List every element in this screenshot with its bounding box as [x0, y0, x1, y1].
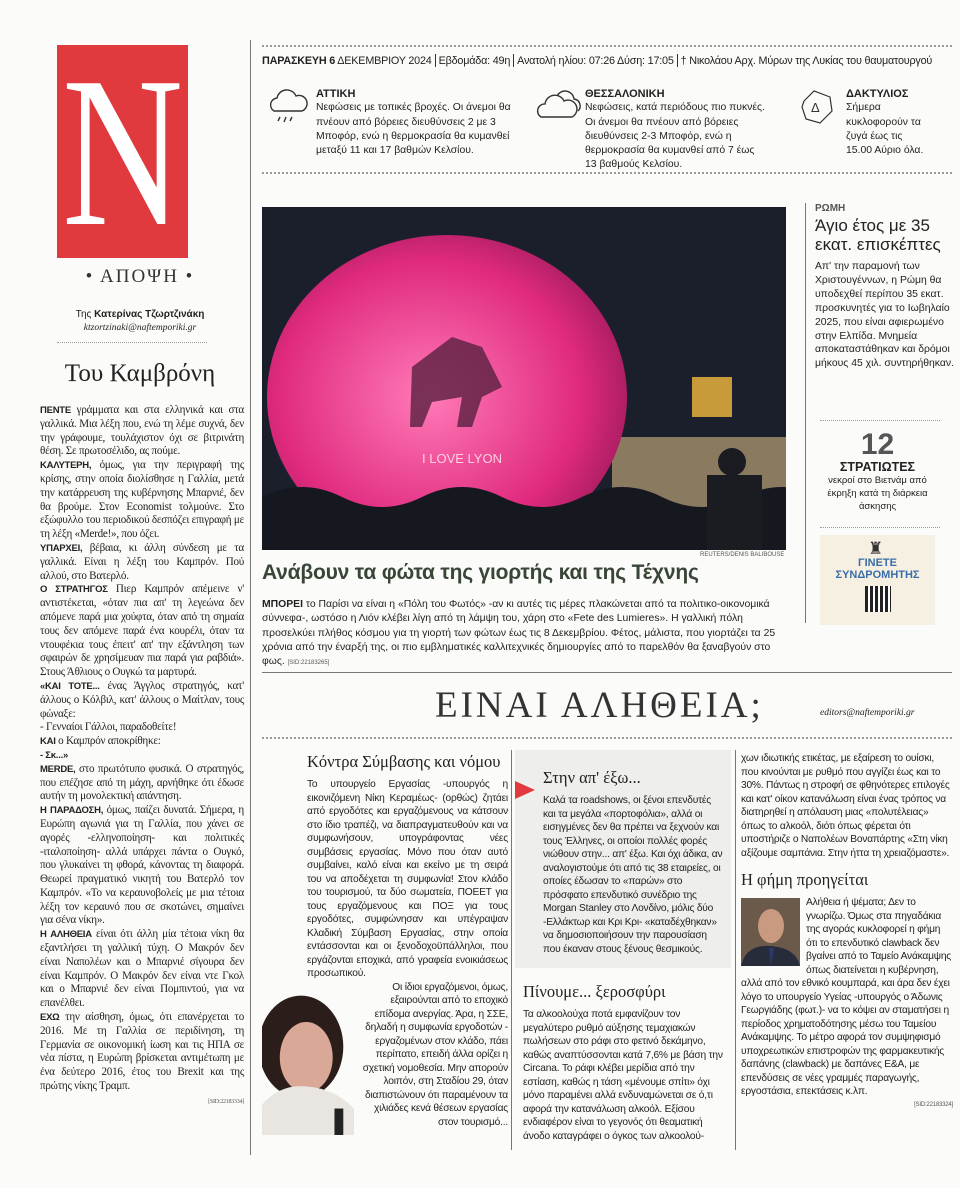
editors-email[interactable]: editors@naftemporiki.gr — [820, 708, 915, 718]
minister-photo — [262, 985, 354, 1135]
item-fimi-body — [741, 896, 953, 1099]
item-exo: Στην απ' έξω... Καλά τα roadshows, οι ξένοι επενδυτές και τα μεγάλα «πορτοφόλια», αλλά οι εισηγμένες δεν θα πρέπει να ξεχνούν και τους Έλληνες, οι οποίοι πολλές φορές νιώθουν στην... απ' έξω. Και όχι άδικα, αν αναλογιστούμε ότι από τις 38 εταιρείες, οι οποίες έδωσαν το «παρών» στο πρόσφατο επενδυτικό συνέδριο της Morgan Stanley στο Λονδίνο, μόλις δύο -Ελλάκτωρ και Κρι Κρι- «καταδέχθηκαν» να δημοσιοποιήσουν την παρουσίαση που έκαναν στους ξένους θεσμικούς. — [515, 750, 731, 968]
newspaper-logo: N — [57, 45, 188, 258]
photo-sign-text: I LOVE LYON — [422, 451, 502, 466]
arrow-marker-icon — [515, 781, 535, 799]
main-story-text: ΜΠΟΡΕΙ το Παρίσι να είναι η «Πόλη του Φωτός» -αν κι αυτές τις μέρες πλακώνεται από τα πολιτικο-οικονομικά σύννεφα-, ωστόσο η Λιόν κλέβει λίγη από τη λάμψη του, χάρη στο «Fete des Lumieres». Η γαλλική πόλη προσελκύει πλήθος κόσμου για τη γιορτή των φώτων έως τις 8 Δεκεμβρίου. Φέτος, μάλιστα, που γιορτάζει τα 25 χρόνια από την έναρξή της, οι πιο εμβληματικές καλλιτεχνικές δημιουργίες από το παρελθόν θα ξαναβγούν στο φως. [SID:22183265] — [262, 599, 776, 668]
right-column — [741, 752, 953, 1112]
story-id: [SID:22183324] — [914, 1101, 953, 1108]
weather-attica: ΑΤΤΙΚΗ Νεφώσεις με τοπικές βροχές. Οι άνεμοι θα πνέουν από βόρειες διευθύνσεις 2 με 3 Μποφόρ, ενώ η θερμοκρασία θα κυμανθεί μεταξύ 11 και 17 βαθμών Κελσίου. — [316, 87, 511, 158]
section-label: • ΑΠΟΨΗ • — [85, 266, 195, 287]
opinion-title: Του Καμβρόνη — [64, 360, 216, 387]
main-headline: Ανάβουν τα φώτα της γιορτής και της Τέχνης — [262, 561, 699, 584]
item-kontra-cont: Οι ίδιοι εργαζόμενοι, όμως, εξαιρούνται από το εποχικό επίδομα ανεργίας. Άρα, η ΣΣΕ, δηλαδή η συμφωνία εργοδοτών - εργαζομένων στον κλάδο, πάει περίπατο, επειδή άλλα ορίζει η σχετική νομοθεσία. Μην απορούν λοιπόν, στη Σταδίου 29, όταν διαπιστώνουν ότι παραμένουν τα χιλιάδες κενά θέσεων εργασίας στον τουρισμό... — [362, 981, 508, 1128]
section-title: ΕΙΝΑΙ ΑΛΗΘΕΙΑ; — [435, 685, 764, 726]
item-fimi-text: Αλήθεια ή ψέματα; Δεν το γνωρίζω. Όμως στα πηγαδάκια της αγοράς κυκλοφορεί η φήμη ότι το επενδυτικό clawback δεν βγαίνει από το Ταμείο Ανάκαμψης όπως διατείνεται η κυβέρνηση, — [806, 897, 952, 976]
opinion-paragraph: Ο ΣΤΡΑΤΗΓΟΣ Πιερ Καμπρόν απέμεινε ν' αντιστέκεται, «όταν πια απ' τη λεγεώνα δεν απόμενε παρά μια χούφτα, όταν από τη σημαία τους δεν απόμενε παρά ένα κουρέλι, όταν τα ντουφέκια τους έπειτ' απ' την εξάντληση των σφαιρών δε χρησίμευαν πια παρά για ραβδιά». Στους Άθλιους ο Ουγκώ τα μαρτυρά. — [40, 583, 244, 679]
minister-georgiadis-photo — [741, 898, 800, 966]
item-fimi-cont: αλλά από τον εθνικό κουμπαρά, και άρα δεν έχει λόγο το υπουργείο Υγείας -υπουργός ο Άδωνις Γεωργιάδης (φωτ.)- να το κόψει αν σταματήσει η περίοδος χρηματοδότησης μέσω του Ταμείου Ανάκαμψης. Το μέτρο αφορά τον συμψηφισμό υποχρεωτικών επιστροφών της φαρμακευτικής δαπάνης (clawback) με δαπάνες Ε&Α, με επενδύσεις σε νέες γραμμές παραγωγής, εργοστάσια, επεκτάσεις κ.λπ. — [741, 978, 950, 1097]
middle-column — [515, 750, 731, 1143]
column-rule — [805, 203, 806, 623]
divider — [262, 737, 952, 739]
ring-road-icon — [796, 87, 836, 127]
opinion-paragraph: Η ΑΛΗΘΕΙΑ είναι ότι άλλη μία τέτοια νίκη θα εξαντλήσει τη γαλλική τύχη. Ο Μακρόν δεν είναι Ναπολέων και ο Μπαρνιέ σίγουρα δεν είναι Καμπρόν. Ο Μακρόν δεν είναι ντε Γκολ και ο Μπαρνιέ δεν είναι Πομπιντού, για να επανέλθει. — [40, 928, 244, 1010]
divider — [820, 527, 940, 528]
story-id: [SID:22183334] — [208, 1098, 244, 1105]
svg-text:Δ: Δ — [811, 100, 820, 115]
weather-ring-road: Δ ΔΑΚΤΥΛΙΟΣ Σήμερα κυκλοφορούν τα ζυγά έως τις 15.00 Αύριο όλα. — [846, 87, 931, 158]
rome-brief: ΡΩΜΗ Άγιο έτος με 35 εκατ. επισκέπτες Απ' την παραμονή των Χριστουγέννων, η Ρώμη θα υποδεχθεί περίπου 35 εκατ. προσκυνητές για το Ιωβηλαίο 2025, που είναι αφιερωμένο στην Ελπίδα. Μνημεία αποκαταστάθηκαν και δρόμοι μήκους 45 χιλ. συντηρήθηκαν. — [815, 203, 954, 370]
figure-icon: ♜ — [868, 539, 884, 558]
section-rule — [262, 672, 952, 673]
item-xerosfiri-cont: χων ιδιωτικής ετικέτας, με εξαίρεση το ουίσκι, που κινούνται με ρυθμό που αγγίζει έως και το 30%. Πάντως η στροφή σε φθηνότερες επιλογές και κατ' οίκον κατανάλωση είναι ένας τρόπος να διατηρηθεί η απόλαυση μιας «πολυτέλειας» όπως το αλκοόλ, διότι όπως φέρεται ότι υποστήριζε ο Ναπολέων Βοναπάρτης «Στη νίκη αξίζουμε σαμπάνια. Στην ήττα τη χρειαζόμαστε». — [741, 753, 950, 859]
opinion-paragraph: ΠΕΝΤΕ γράμματα και στα ελληνικά και στα γαλλικά. Μια λέξη που, ενώ τη λέμε συχνά, δεν την γράφουμε, τουλάχιστον όχι σε βιτρινάτη θέση. Σε πρωτοσέλιδο, ας πούμε. — [40, 404, 244, 458]
author-email[interactable]: ktzortzinaki@naftemporiki.gr — [83, 323, 197, 333]
author-name: Κατερίνας Τζωρτζινάκη — [94, 309, 205, 320]
qr-code-icon[interactable] — [865, 586, 891, 612]
opinion-paragraph: - Σκ...» — [40, 749, 69, 761]
opinion-paragraph: ΕΧΩ την αίσθηση, όμως, ότι επανέρχεται το 2016. Με τη Γαλλία σε περιδίνηση, τη Γερμανία σε οικονομική ίωση και τις ΗΠΑ σε νέα πίστα, η Ευρώπη βρίσκεται αντιμέτωπη με ένα δεύτερο 2016, έτος του Brexit και της πρώτης νίκης Τραμπ. — [40, 1011, 244, 1093]
dateline: ΠΑΡΑΣΚΕΥΗ 6 ΔΕΚΕΜΒΡΙΟΥ 2024 Εβδομάδα: 49η Ανατολή ηλίου: 07:26 Δύση: 17:05 † Νικολάου Αρχ. Μύρων της Λυκίας του θαυματουργού — [262, 55, 933, 67]
column-rule — [735, 750, 736, 1150]
opinion-paragraph: ΚΑΙ ο Καμπρόν αποκρίθηκε: — [40, 735, 161, 748]
photo-credit: REUTERS/DENIS BALIBOUSE — [700, 552, 785, 558]
rain-cloud-icon — [266, 87, 310, 127]
opinion-paragraph: MERDE, στο πρωτότυπο φυσικά. Ο στρατηγός, που επέζησε από τη μάχη, αρνήθηκε ότι έδωσε αυτήν τη μονολεκτική απάντηση. — [40, 762, 244, 803]
byline: Της Κατερίνας Τζωρτζινάκη — [75, 309, 205, 320]
divider — [262, 172, 952, 174]
opinion-body — [40, 404, 244, 1110]
column-rule — [511, 750, 512, 1150]
opinion-paragraph: ΥΠΑΡΧΕΙ, βέβαια, κι άλλη σύνδεση με τα γαλλικά. Είναι η λέξη του Καμπρόν. Πού αλλού, στο Βατερλό. — [40, 541, 244, 582]
item-fimi: Η φήμη προηγείται — [741, 870, 869, 889]
lyon-festival-photo — [262, 207, 786, 550]
divider — [262, 45, 952, 47]
clouds-icon — [535, 87, 583, 127]
column-rule — [250, 40, 251, 1155]
item-xerosfiri: Πίνουμε... ξεροσφύρι Τα αλκοολούχα ποτά εμφανίζουν τον μεγαλύτερο ρυθμό αύξησης τεμαχιακών πωλήσεων στο ράφι στο φετινό δεκάμηνο, καθώς αναπτύσσονται κατά 7,6% με βάση την Circana. Το ράφι κλέβει μερίδια από την εστίαση, καθώς η τάση «μένουμε σπίτι» όχι μόνο παραμένει αλλά ενδυναμώνεται σε ό,τι αφορά την κατανάλωση αλκοόλ. Εξίσου ενδιαφέρον είναι το γεγονός ότι θεαματική άνοδο καταγράφει ο όγκος των αλκοολού- — [523, 982, 723, 1142]
stat-box: 12 ΣΤΡΑΤΙΩΤΕΣ νεκροί στο Βιετνάμ από έκρηξη κατά τη διάρκεια άσκησης — [827, 428, 928, 512]
weather-thessaloniki: ΘΕΣΣΑΛΟΝΙΚΗ Νεφώσεις, κατά περιόδους πιο πυκνές. Οι άνεμοι θα πνέουν από βόρειες διευθύνσεις 2-3 Μποφόρ, ενώ η θερμοκρασία θα κυμανθεί από 7 έως 13 βαθμούς Κελσίου. — [585, 87, 765, 173]
opinion-paragraph: Η ΠΑΡΑΔΟΣΗ, όμως, παίζει δυνατά. Σήμερα, η Ευρώπη αγωνιά για τη Γαλλία, που χάνει σε αγορές -ελληνοποίηση- και πολιτικές -ιταλοποίηση- αλλά υπάρχει πάντα ο Ουγκό, που γλυκαίνει τη φθορά, κάνοντας τη διαφορά. Θεωρεί πραγματικό νικητή του Βατερλό τον Καμπρόν. «Το να κεραυνοβολείς με μια τέτοια λέξη τον κεραυνό που σε σκοτώνει, σημαίνει για σένα νίκη». — [40, 804, 244, 927]
opinion-paragraph: ΚΑΛΥΤΕΡΗ, όμως, για την περιγραφή της κρίσης, στην οποία διολίσθησε η Γαλλία, μετά την κατάρρευση της κυβέρνησης Μπαρνιέ, δεν θα βρούμε. Στον Economist τολμούνε. Στο εξώφυλλο του περιοδικού δεσπόζει επιγραφή με τη λέξη «Merde!», που όζει. — [40, 459, 244, 541]
opinion-paragraph: «ΚΑΙ ΤΟΤΕ... ένας Άγγλος στρατηγός, κατ' άλλους ο Κόλβιλ, κατ' άλλους ο Μαίτλαν, τους φώναξε: — [40, 679, 244, 720]
item-kontra: Κόντρα Σύμβασης και νόμου Το υπουργείο Εργασίας -υπουργός η εικονιζόμενη Νίκη Κεραμέως- (ορθώς) ζητάει από εργοδότες και εργαζόμενους να κάτσουν στο ίδιο τραπέζι, να διαπραγματευθούν και να συμφωνήσουν, υπογράφοντας νέες συμβάσεις εργασίας. Μόνο που όταν αυτό συμβαίνει, καλό είναι και εκείνο με τη σειρά του να αποδέχεται τη συμφωνία! Στον κλάδο του τουρισμού, τα δύο σωματεία, ΠΟΕΕΤ για τους εργαζόμενους και ΠΟΞ για τους εργοδότες, συμφώνησαν και υπέγραψαν Κλαδική Σύμβαση Εργασίας, στην οποία εντάσσονται και οι ξενοδοχοϋπάλληλοι, που εργάζονται εποχικά, από γραφεία ενοικιάσεως προσωπικού. Οι ίδιοι εργαζόμενοι, όμως, εξαιρούνται από το εποχικό επίδομα ανεργίας. Άρα, η ΣΣΕ, δηλαδή η συμφωνία εργοδοτών - εργαζομένων στον κλάδο, πάει περίπατο, επειδή άλλα ορίζει η σχετική νομοθεσία. Μην απορούν λοιπόν, στη Σταδίου 29, όταν διαπιστώνουν ότι παραμένουν τα χιλιάδες κενά θέσεων εργασίας στον τουρισμό... — [262, 752, 508, 1135]
divider — [820, 420, 940, 421]
opinion-paragraph: - Γενναίοι Γάλλοι, παραδοθείτε! — [40, 721, 177, 734]
subscribe-promo[interactable]: ♜ ΓΙΝΕΤΕ ΣΥΝΔΡΟΜΗΤΗΣ — [820, 535, 935, 625]
divider — [57, 342, 207, 343]
